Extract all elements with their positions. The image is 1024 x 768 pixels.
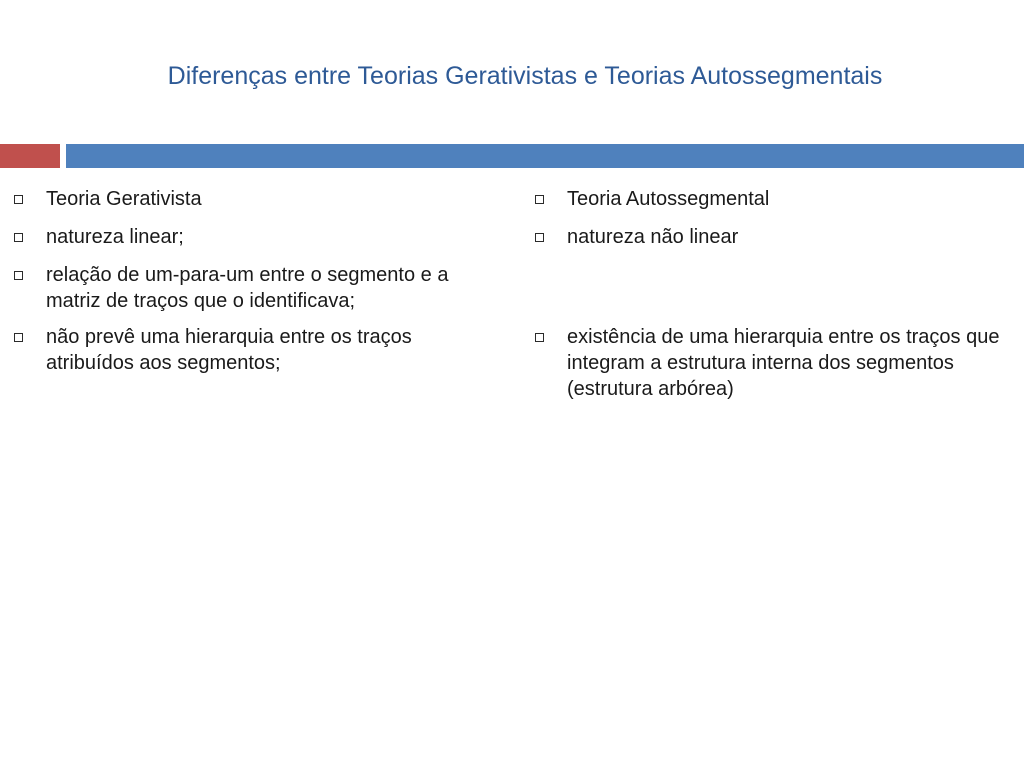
left-column (14, 186, 494, 388)
list-item-text: natureza não linear (567, 226, 739, 248)
list-item (14, 224, 494, 250)
list-item (14, 262, 494, 314)
list-item-text: natureza linear; (46, 226, 184, 248)
list-item-text: relação de um-para-um entre o segmento e a matriz de traços que o identificava; (46, 264, 449, 312)
right-column (535, 186, 1015, 414)
hollow-square-icon (14, 195, 23, 204)
list-item-text: existência de uma hierarquia entre os traços que integram a estrutura interna dos segmentos (estrutura arbórea) (567, 326, 1000, 400)
accent-bar-red (0, 144, 60, 168)
hollow-square-icon (535, 195, 544, 204)
hollow-square-icon (14, 233, 23, 242)
list-item (14, 324, 494, 376)
left-bullet-list (14, 186, 494, 376)
list-item-text: Teoria Gerativista (46, 188, 202, 210)
right-bullet-list (535, 186, 1015, 402)
hollow-square-icon (535, 333, 544, 342)
list-item-text: não prevê uma hierarquia entre os traços atribuídos aos segmentos; (46, 326, 412, 374)
list-item (535, 224, 1015, 250)
accent-bar-blue (66, 144, 1024, 168)
hollow-square-icon (14, 271, 23, 280)
list-item (535, 186, 1015, 212)
hollow-square-icon (14, 333, 23, 342)
slide-title: Diferenças entre Teorias Gerativistas e Teorias Autossegmentais (167, 62, 883, 90)
list-item-text: Teoria Autossegmental (567, 188, 770, 210)
hollow-square-icon (535, 233, 544, 242)
list-item (14, 186, 494, 212)
list-item (535, 324, 1015, 402)
